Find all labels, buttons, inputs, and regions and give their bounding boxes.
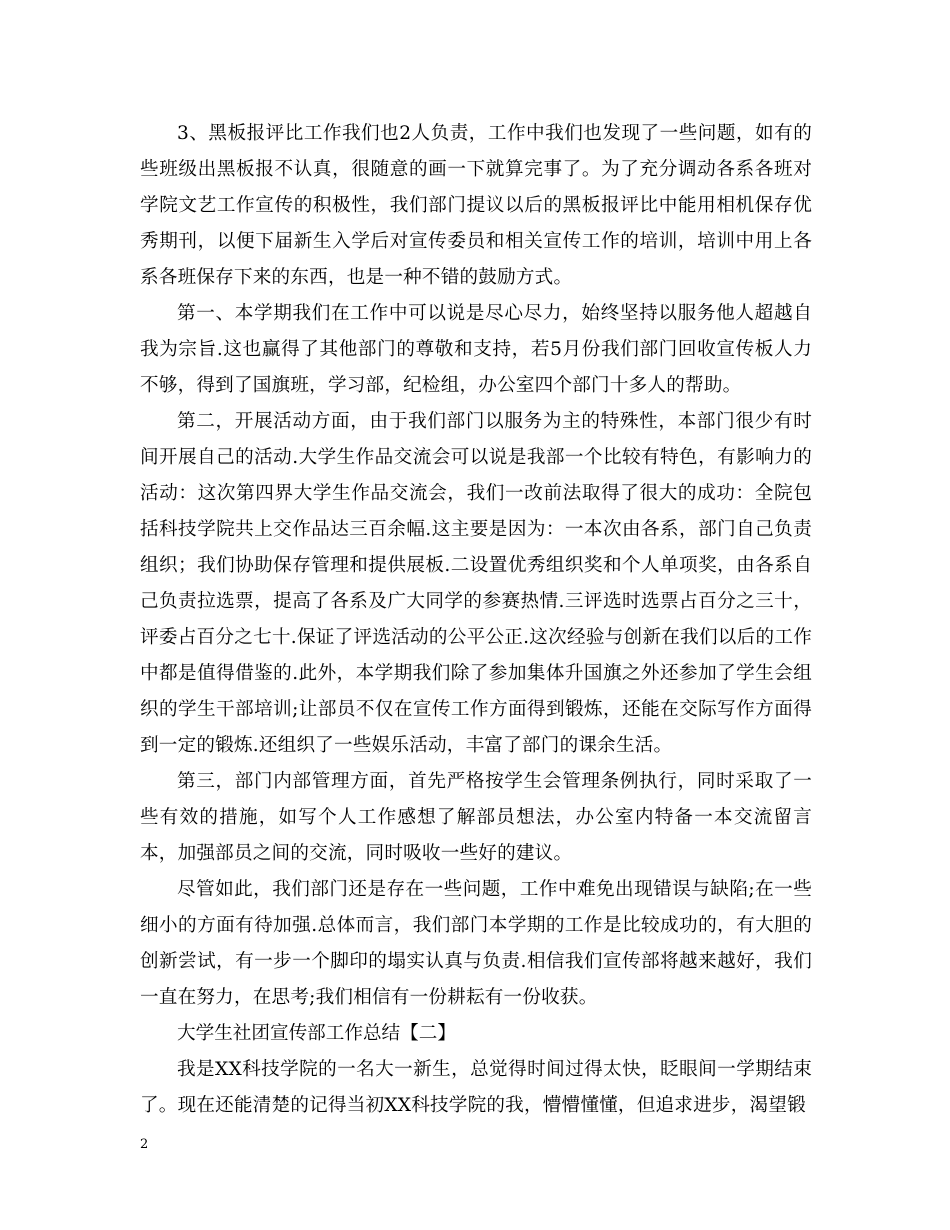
- document-body: [140, 116, 812, 1124]
- paragraph-third-point: 第三，部门内部管理方面，首先严格按学生会管理条例执行，同时采取了一些有效的措施，如写个人工作感想了解部员想法，办公室内特备一本交流留言本，加强部员之间的交流，同时吸收一些好的建议。: [140, 771, 812, 864]
- page-number: 2: [140, 1137, 149, 1152]
- paragraph-first-point: 第一、本学期我们在工作中可以说是尽心尽力，始终坚持以服务他人超越自我为宗旨.这也赢得了其他部门的尊敬和支持，若5月份我们部门回收宣传板人力不够，得到了国旗班，学习部，纪检组，办公室四个部门十多人的帮助。: [140, 303, 812, 396]
- paragraph-introduction: 我是XX科技学院的一名大一新生，总觉得时间过得太快，眨眼间一学期结束了。现在还能清楚的记得当初XX科技学院的我，懵懵懂懂，但追求进步，渴望锻: [140, 1059, 812, 1116]
- paragraph-blackboard-evaluation: 3、黑板报评比工作我们也2人负责，工作中我们也发现了一些问题，如有的些班级出黑板报不认真，很随意的画一下就算完事了。为了充分调动各系各班对学院文艺工作宣传的积极性，我们部门提议以后的黑板报评比中能用相机保存优秀期刊，以便下届新生入学后对宣传委员和相关宣传工作的培训，培训中用上各系各班保存下来的东西，也是一种不错的鼓励方式。: [140, 123, 812, 288]
- section-heading: 大学生社团宣传部工作总结【二】: [177, 1023, 456, 1044]
- paragraph-second-point: 第二，开展活动方面，由于我们部门以服务为主的特殊性，本部门很少有时间开展自己的活动.大学生作品交流会可以说是我部一个比较有特色，有影响力的活动：这次第四界大学生作品交流会，我们一改前法取得了很大的成功：全院包括科技学院共上交作品达三百余幅.这主要是因为：一本次由各系，部门自己负责组织；我们协助保存管理和提供展板.二设置优秀组织奖和个人单项奖，由各系自己负责拉选票，提高了各系及广大同学的参赛热情.三评选时选票占百分之三十，评委占百分之七十.保证了评选活动的公平公正.这次经验与创新在我们以后的工作中都是值得借鉴的.此外，本学期我们除了参加集体升国旗之外还参加了学生会组织的学生干部培训;让部员不仅在宣传工作方面得到锻炼，还能在交际写作方面得到一定的锻炼.还组织了一些娱乐活动，丰富了部门的课余生活。: [140, 411, 812, 756]
- paragraph-conclusion: 尽管如此，我们部门还是存在一些问题，工作中难免出现错误与缺陷;在一些细小的方面有待加强.总体而言，我们部门本学期的工作是比较成功的，有大胆的创新尝试，有一步一个脚印的塌实认真与负责.相信我们宣传部将越来越好，我们一直在努力，在思考;我们相信有一份耕耘有一份收获。: [140, 879, 812, 1008]
